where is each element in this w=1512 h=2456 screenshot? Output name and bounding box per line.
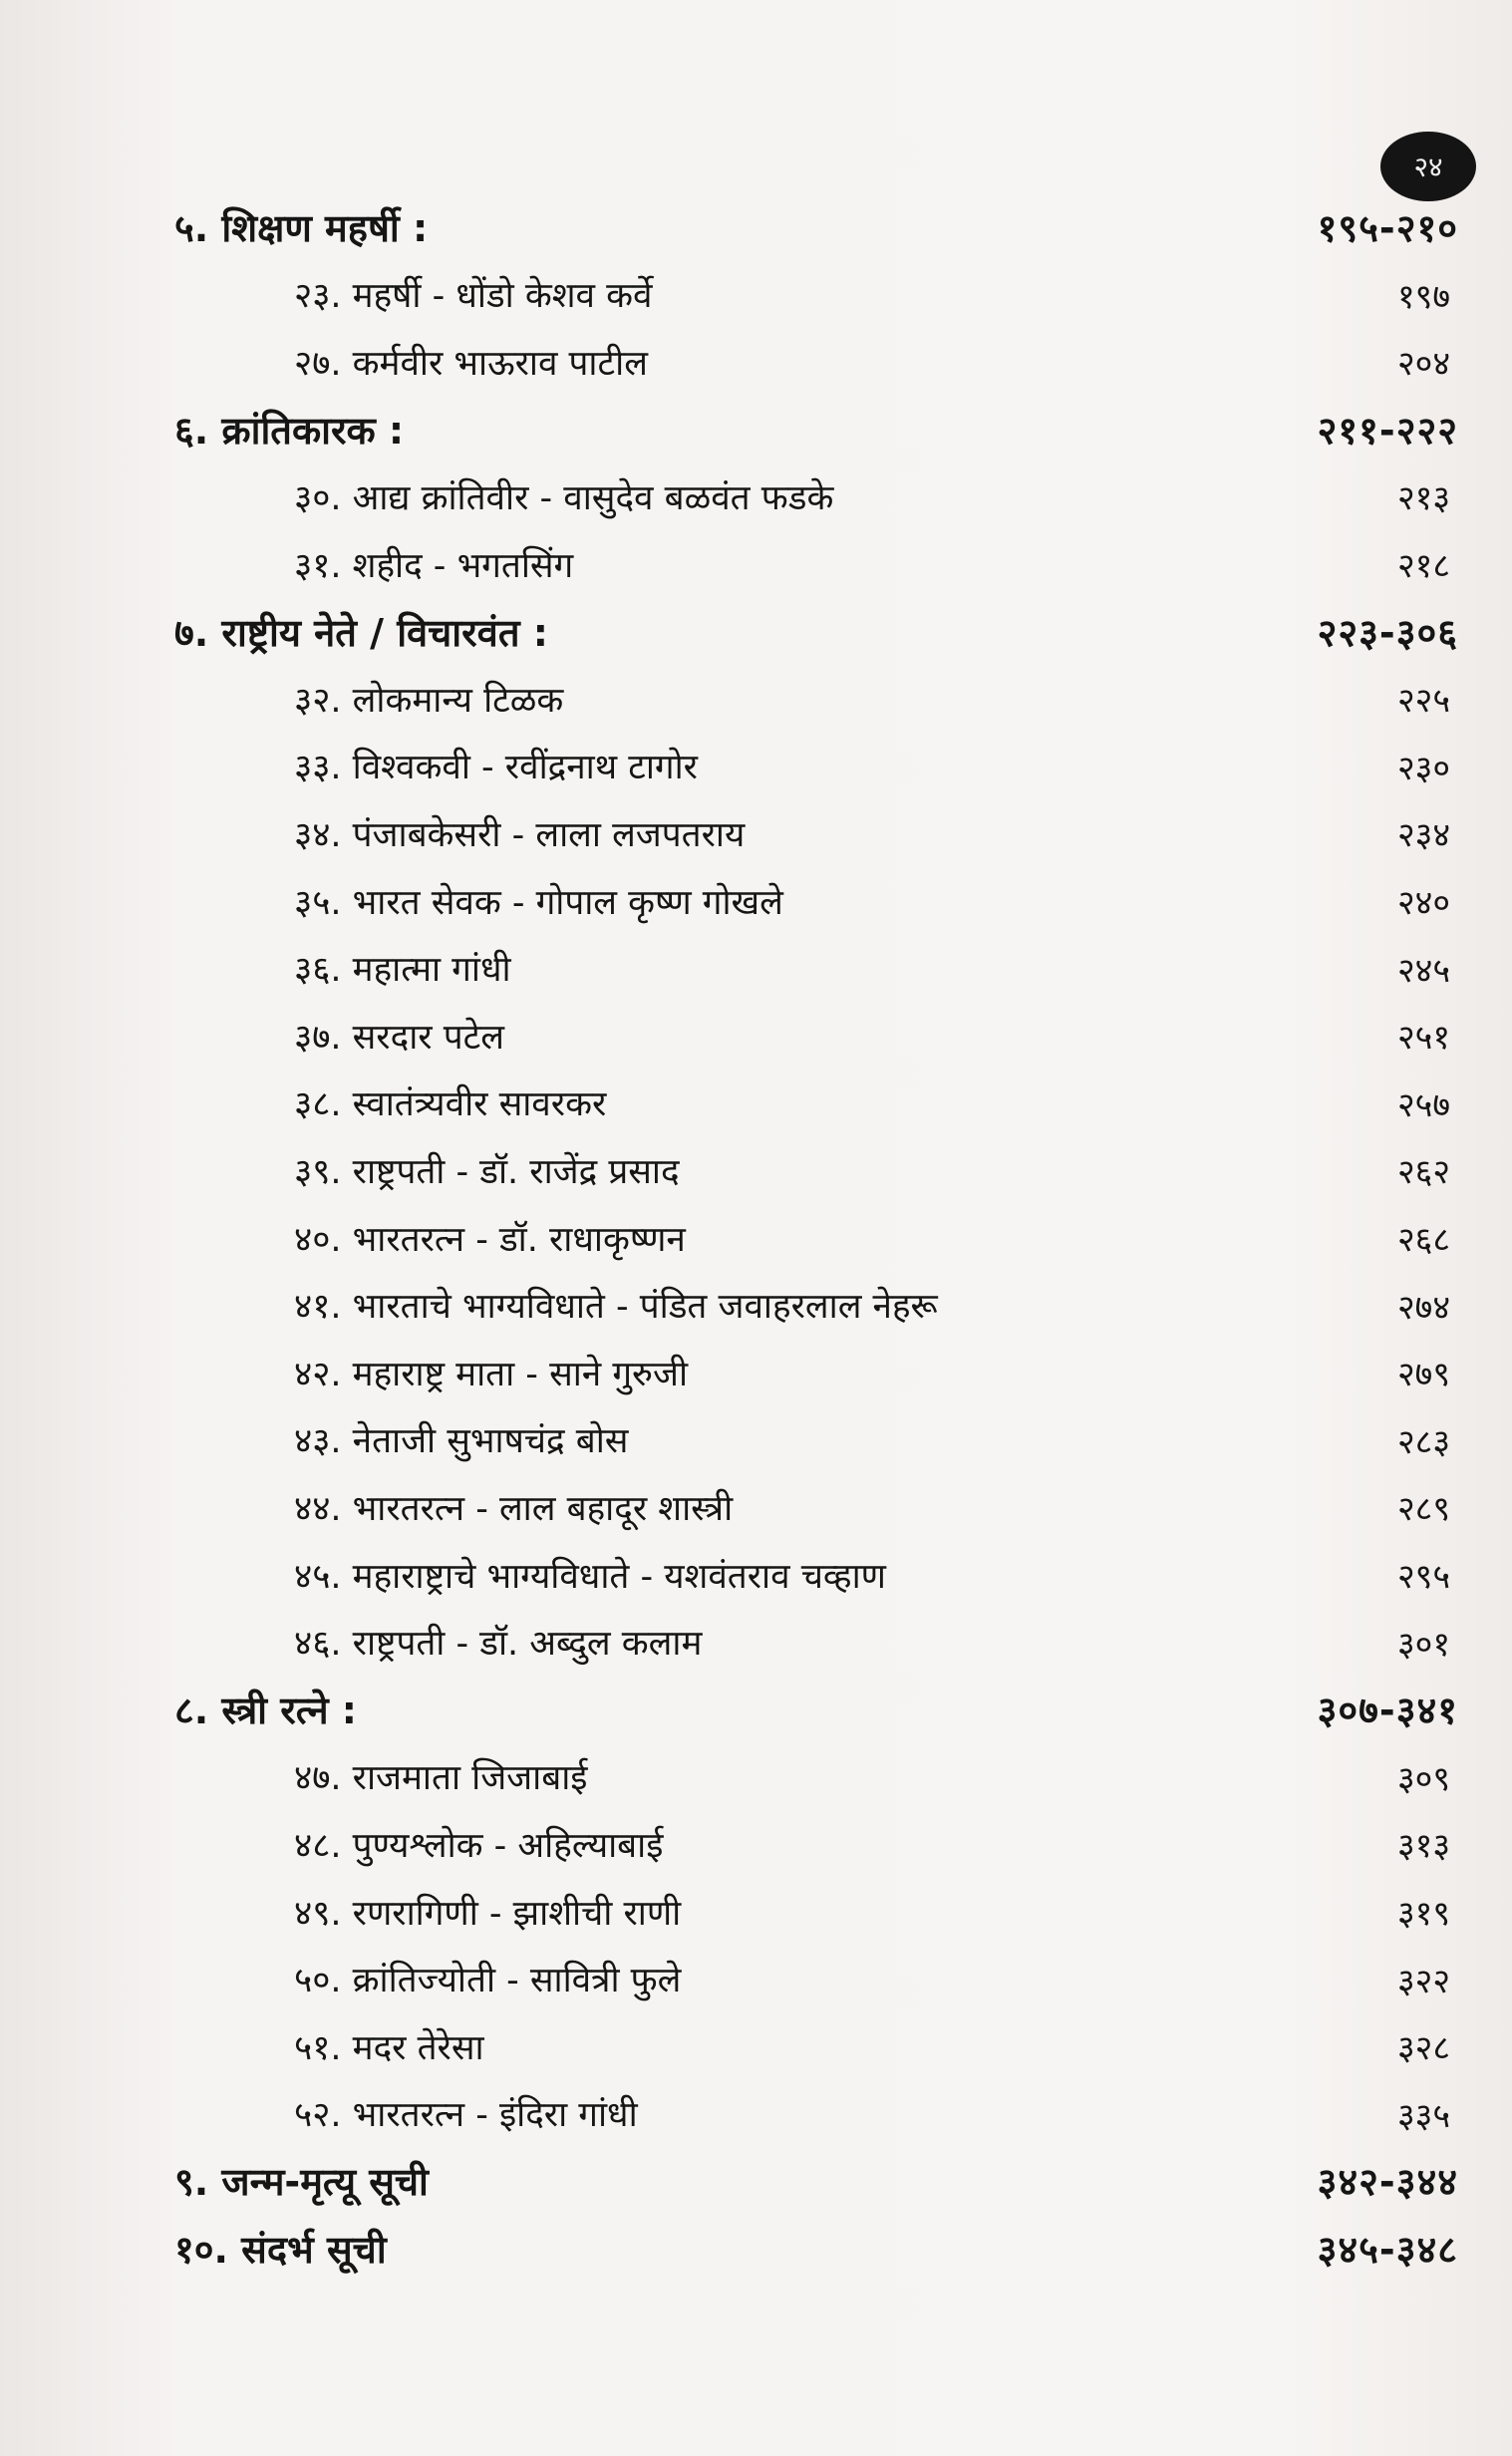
- chapter-page-number: २८९: [1396, 1489, 1450, 1530]
- toc-section-row: [174, 1680, 1458, 1739]
- toc-item-row: [294, 1140, 1450, 1200]
- chapter-title: २३. महर्षी - धोंडो केशव कर्वे: [294, 276, 653, 317]
- toc-item-row: [294, 1006, 1450, 1066]
- chapter-title: ३२. लोकमान्य टिळक: [294, 680, 564, 721]
- toc-item-row: [294, 1410, 1450, 1470]
- chapter-page-number: १९७: [1396, 276, 1450, 317]
- chapter-title: ३४. पंजाबकेसरी - लाला लजपतराय: [294, 814, 746, 855]
- chapter-page-number: २६८: [1396, 1220, 1450, 1260]
- section-title: ६. क्रांतिकारक :: [174, 408, 405, 453]
- toc-item-row: [294, 1276, 1450, 1336]
- chapter-title: ४०. भारतरत्न - डॉ. राधाकृष्णन: [294, 1219, 686, 1260]
- section-title: ५. शिक्षण महर्षी :: [174, 206, 429, 250]
- chapter-page-number: ३०१: [1396, 1624, 1450, 1665]
- chapter-page-number: ३३५: [1396, 2095, 1450, 2136]
- chapter-title: ४२. महाराष्ट्र माता - साने गुरुजी: [294, 1354, 689, 1394]
- chapter-title: ३६. महात्मा गांधी: [294, 950, 511, 991]
- toc-section-row: [174, 2151, 1458, 2211]
- toc-item-row: [294, 265, 1450, 325]
- chapter-page-number: २७४: [1396, 1287, 1450, 1328]
- section-page-range: २२३-३०६: [1317, 610, 1458, 655]
- chapter-page-number: २३०: [1396, 748, 1450, 788]
- toc-item-row: [294, 669, 1450, 729]
- chapter-title: ४३. नेताजी सुभाषचंद्र बोस: [294, 1421, 629, 1462]
- section-title: ७. राष्ट्रीय नेते / विचारवंत :: [174, 610, 548, 655]
- chapter-page-number: २१३: [1396, 478, 1450, 519]
- toc-item-row: [294, 2016, 1450, 2076]
- chapter-page-number: ३०९: [1396, 1758, 1450, 1799]
- toc-item-row: [294, 803, 1450, 863]
- chapter-page-number: २७९: [1396, 1355, 1450, 1395]
- chapter-page-number: २९५: [1396, 1557, 1450, 1597]
- chapter-title: ३७. सरदार पटेल: [294, 1017, 504, 1058]
- toc-section-row: [174, 2219, 1458, 2279]
- chapter-title: ३५. भारत सेवक - गोपाल कृष्ण गोखले: [294, 882, 783, 923]
- toc-section-row: [174, 602, 1458, 662]
- toc-item-row: [294, 2084, 1450, 2144]
- chapter-page-number: २६२: [1396, 1152, 1450, 1193]
- toc-section-row: [174, 197, 1458, 257]
- chapter-title: ४९. रणरागिणी - झाशीची राणी: [294, 1893, 682, 1934]
- toc-item-row: [294, 332, 1450, 392]
- section-page-range: १९५-२१०: [1317, 206, 1458, 250]
- chapter-page-number: ३१३: [1396, 1826, 1450, 1867]
- section-page-range: ३०७-३४१: [1317, 1688, 1458, 1733]
- chapter-title: ४७. राजमाता जिजाबाई: [294, 1758, 588, 1799]
- chapter-title: ५०. क्रांतिज्योती - सावित्री फुले: [294, 1961, 682, 2001]
- chapter-page-number: ३१९: [1396, 1894, 1450, 1934]
- chapter-page-number: २५१: [1396, 1018, 1450, 1059]
- toc-item-row: [294, 1613, 1450, 1673]
- toc-item-row: [294, 1950, 1450, 2009]
- chapter-page-number: २३४: [1396, 815, 1450, 856]
- section-title: ९. जन्म-मृत्यू सूची: [174, 2160, 429, 2205]
- chapter-title: ३३. विश्वकवी - रवींद्रनाथ टागोर: [294, 748, 698, 788]
- toc-item-row: [294, 1882, 1450, 1942]
- toc-item-row: [294, 1208, 1450, 1268]
- toc-item-row: [294, 1074, 1450, 1133]
- section-page-range: ३४५-३४८: [1317, 2228, 1458, 2272]
- chapter-title: ४६. राष्ट्रपती - डॉ. अब्दुल कलाम: [294, 1624, 703, 1665]
- section-title: १०. संदर्भ सूची: [174, 2228, 387, 2272]
- toc-item-row: [294, 1814, 1450, 1874]
- chapter-title: ५२. भारतरत्न - इंदिरा गांधी: [294, 2095, 638, 2136]
- chapter-title: ३०. आद्य क्रांतिवीर - वासुदेव बळवंत फडके: [294, 477, 834, 518]
- toc-item-row: [294, 1477, 1450, 1537]
- toc-item-row: [294, 871, 1450, 931]
- toc-item-row: [294, 1747, 1450, 1807]
- chapter-page-number: २१८: [1396, 546, 1450, 586]
- section-title: ८. स्त्री रत्ने :: [174, 1688, 357, 1733]
- toc-item-row: [294, 466, 1450, 526]
- toc-item-row: [294, 1545, 1450, 1605]
- chapter-page-number: २५७: [1396, 1084, 1450, 1125]
- chapter-title: ४५. महाराष्ट्राचे भाग्यविधाते - यशवंतराव चव्हाण: [294, 1556, 886, 1597]
- toc-section-row: [174, 400, 1458, 460]
- chapter-title: ४१. भारताचे भाग्यविधाते - पंडित जवाहरलाल नेहरू: [294, 1287, 938, 1328]
- section-page-range: ३४२-३४४: [1317, 2160, 1458, 2205]
- toc-item-row: [294, 1343, 1450, 1402]
- chapter-page-number: २२५: [1396, 681, 1450, 722]
- chapter-title: ३८. स्वातंत्र्यवीर सावरकर: [294, 1084, 607, 1125]
- section-page-range: २११-२२२: [1317, 408, 1458, 453]
- chapter-title: ३१. शहीद - भगतसिंग: [294, 545, 574, 586]
- toc-item-row: [294, 737, 1450, 796]
- chapter-title: ५१. मदर तेरेसा: [294, 2027, 484, 2068]
- toc-item-row: [294, 534, 1450, 594]
- chapter-title: २७. कर्मवीर भाऊराव पाटील: [294, 343, 648, 384]
- page-number: २४: [1413, 151, 1443, 183]
- chapter-page-number: ३२२: [1396, 1961, 1450, 2001]
- chapter-page-number: ३२८: [1396, 2028, 1450, 2069]
- chapter-page-number: २०४: [1396, 344, 1450, 385]
- chapter-title: ४४. भारतरत्न - लाल बहादूर शास्त्री: [294, 1488, 734, 1529]
- chapter-title: ४८. पुण्यश्लोक - अहिल्याबाई: [294, 1825, 664, 1866]
- toc-item-row: [294, 939, 1450, 999]
- chapter-page-number: २४०: [1396, 883, 1450, 923]
- chapter-page-number: २८३: [1396, 1421, 1450, 1462]
- chapter-title: ३९. राष्ट्रपती - डॉ. राजेंद्र प्रसाद: [294, 1151, 680, 1192]
- chapter-page-number: २४५: [1396, 950, 1450, 991]
